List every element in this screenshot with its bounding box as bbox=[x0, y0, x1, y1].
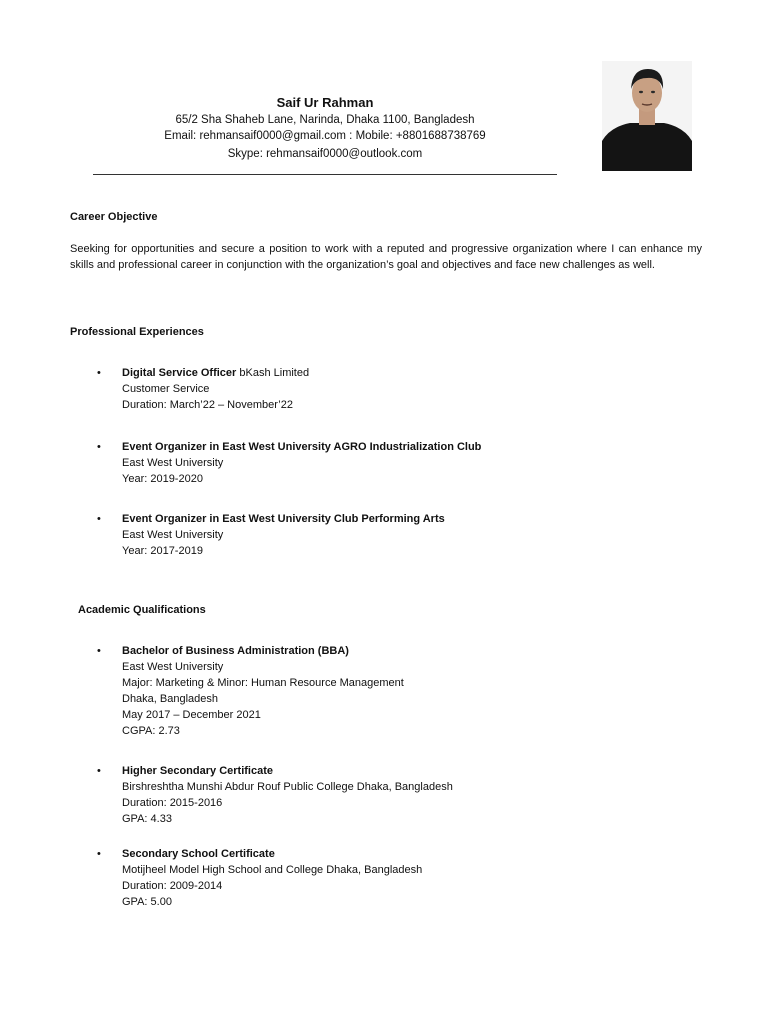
address-line: 65/2 Sha Shaheb Lane, Narinda, Dhaka 1100, Bangladesh bbox=[175, 114, 475, 126]
experience-duration: Year: 2017-2019 bbox=[122, 545, 203, 557]
experience-duration: Year: 2019-2020 bbox=[122, 473, 203, 485]
experience-role: Digital Service Officer bbox=[122, 367, 237, 379]
experience-detail: East West University bbox=[122, 457, 224, 469]
experience-duration: Duration: March’22 – November’22 bbox=[122, 399, 293, 411]
candidate-name: Saif Ur Rahman bbox=[276, 95, 374, 110]
degree-title: Higher Secondary Certificate bbox=[122, 765, 273, 777]
academic-item bbox=[97, 763, 453, 827]
academic-detail: Duration: 2009-2014 bbox=[122, 880, 223, 892]
bullet: • bbox=[97, 513, 101, 525]
academic-detail: GPA: 4.33 bbox=[122, 813, 172, 825]
degree-title: Bachelor of Business Administration (BBA) bbox=[122, 645, 349, 657]
experience-heading: Professional Experiences bbox=[70, 326, 204, 338]
academic-detail: East West University bbox=[122, 661, 224, 673]
bullet: • bbox=[97, 441, 101, 453]
resume-header bbox=[93, 94, 557, 184]
bullet: • bbox=[97, 645, 101, 657]
academic-detail: Duration: 2015-2016 bbox=[122, 797, 223, 809]
experience-role: Event Organizer in East West University AGRO Industrialization Club bbox=[122, 441, 482, 453]
career-objective-heading: Career Objective bbox=[70, 211, 158, 223]
experience-org: bKash Limited bbox=[236, 367, 310, 379]
bullet: • bbox=[97, 765, 101, 777]
header-divider bbox=[93, 174, 557, 175]
academic-detail: Birshreshtha Munshi Abdur Rouf Public College Dhaka, Bangladesh bbox=[122, 781, 453, 793]
bullet: • bbox=[97, 848, 101, 860]
experience-item bbox=[97, 511, 445, 559]
academic-detail: GPA: 5.00 bbox=[122, 896, 172, 908]
bullet: • bbox=[97, 367, 101, 379]
academic-detail: Dhaka, Bangladesh bbox=[122, 693, 219, 705]
academic-detail: Motijheel Model High School and College Dhaka, Bangladesh bbox=[122, 864, 423, 876]
academic-detail: Major: Marketing & Minor: Human Resource Management bbox=[122, 677, 404, 689]
profile-photo bbox=[602, 61, 692, 171]
academic-detail: CGPA: 2.73 bbox=[122, 725, 180, 737]
academic-detail: May 2017 – December 2021 bbox=[122, 709, 261, 721]
contact-line: Email: rehmansaif0000@gmail.com : Mobile: +8801688738769 bbox=[164, 130, 486, 142]
degree-title: Secondary School Certificate bbox=[122, 848, 275, 860]
career-objective-text: Seeking for opportunities and secure a position to work with a reputed and progressive organization where I can enhance my skills and professional career in conjunction with the organization’s goal and objectives and face new challenges as well. bbox=[70, 243, 702, 271]
experience-detail: East West University bbox=[122, 529, 224, 541]
skype-line: Skype: rehmansaif0000@outlook.com bbox=[227, 148, 423, 160]
academic-heading: Academic Qualifications bbox=[78, 604, 206, 616]
experience-role: Event Organizer in East West University Club Performing Arts bbox=[122, 513, 445, 525]
experience-detail: Customer Service bbox=[122, 383, 210, 395]
academic-item bbox=[97, 643, 404, 739]
experience-item bbox=[97, 439, 482, 487]
experience-item bbox=[97, 365, 310, 413]
academic-item bbox=[97, 846, 423, 910]
